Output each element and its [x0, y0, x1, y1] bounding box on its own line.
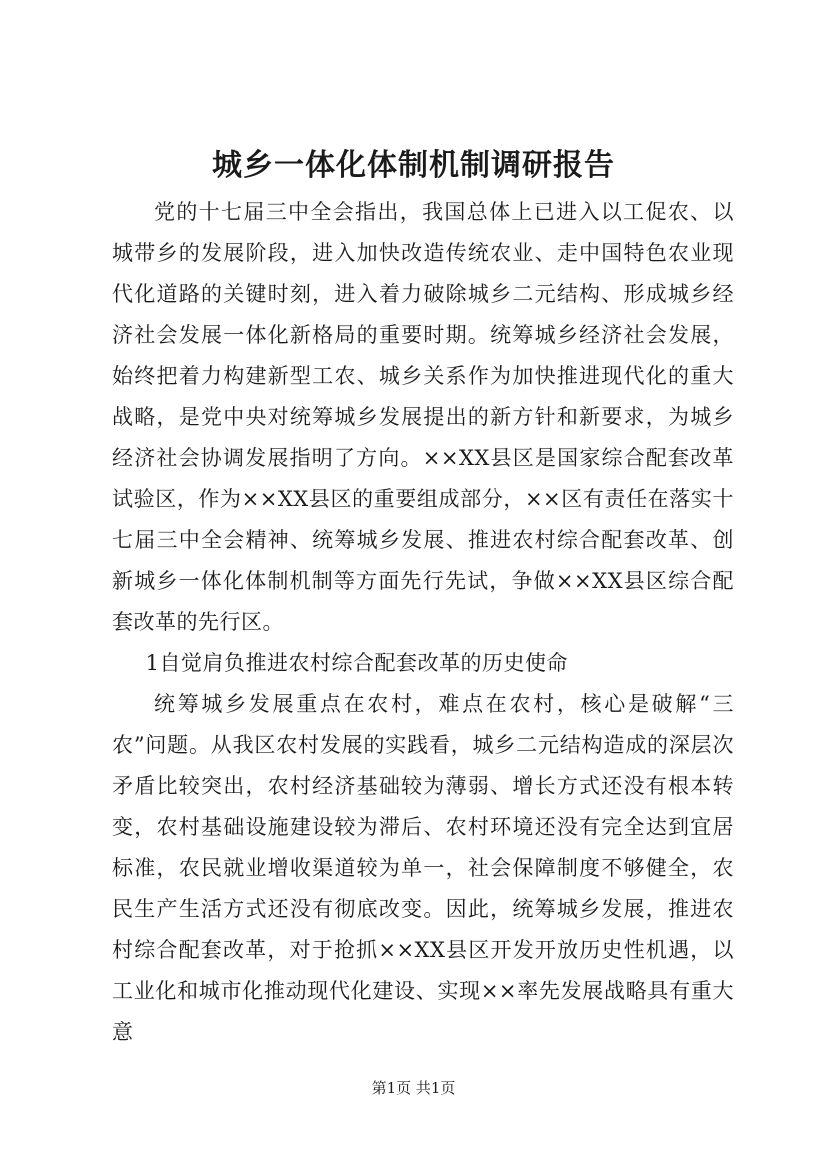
paragraph-section-1: 统筹城乡发展重点在农村，难点在农村，核心是破解“三农”问题。从我区农村发展的实践看，城乡二元结构造成的深层次矛盾比较突出，农村经济基础较为薄弱、增长方式还没有根本转变，农村基础设施建设较为滞后、农村环境还没有完全达到宜居标准，农民就业增收渠道较为单一，社会保障制度不够健全，农民生产生活方式还没有彻底改变。因此，统筹城乡发展，推进农村综合配套改革，对于抢抓××XX县区开发开放历史性机遇，以工业化和城市化推动现代化建设、实现××率先发展战略具有重大意	[112, 692, 734, 1044]
section-heading: 1自觉肩负推进农村综合配套改革的历史使命	[145, 651, 568, 675]
document-title: 城乡一体化体制机制调研报告	[212, 148, 615, 183]
paragraph-intro: 党的十七届三中全会指出，我国总体上已进入以工促农、以城带乡的发展阶段，进入加快改造传统农业、走中国特色农业现代化道路的关键时刻，进入着力破除城乡二元结构、形成城乡经济社会发展一体化新格局的重要时期。统筹城乡经济社会发展，始终把着力构建新型工农、城乡关系作为加快推进现代化的重大战略，是党中央对统筹城乡发展提出的新方针和新要求，为城乡经济社会协调发展指明了方向。××XX县区是国家综合配套改革试验区，作为××XX县区的重要组成部分，××区有责任在落实十七届三中全会精神、统筹城乡发展、推进农村综合配套改革、创新城乡一体化体制机制等方面先行先试，争做××XX县区综合配套改革的先行区。	[112, 200, 734, 634]
document-body	[112, 192, 734, 1053]
page-footer: 第1页 共1页	[371, 1079, 456, 1097]
